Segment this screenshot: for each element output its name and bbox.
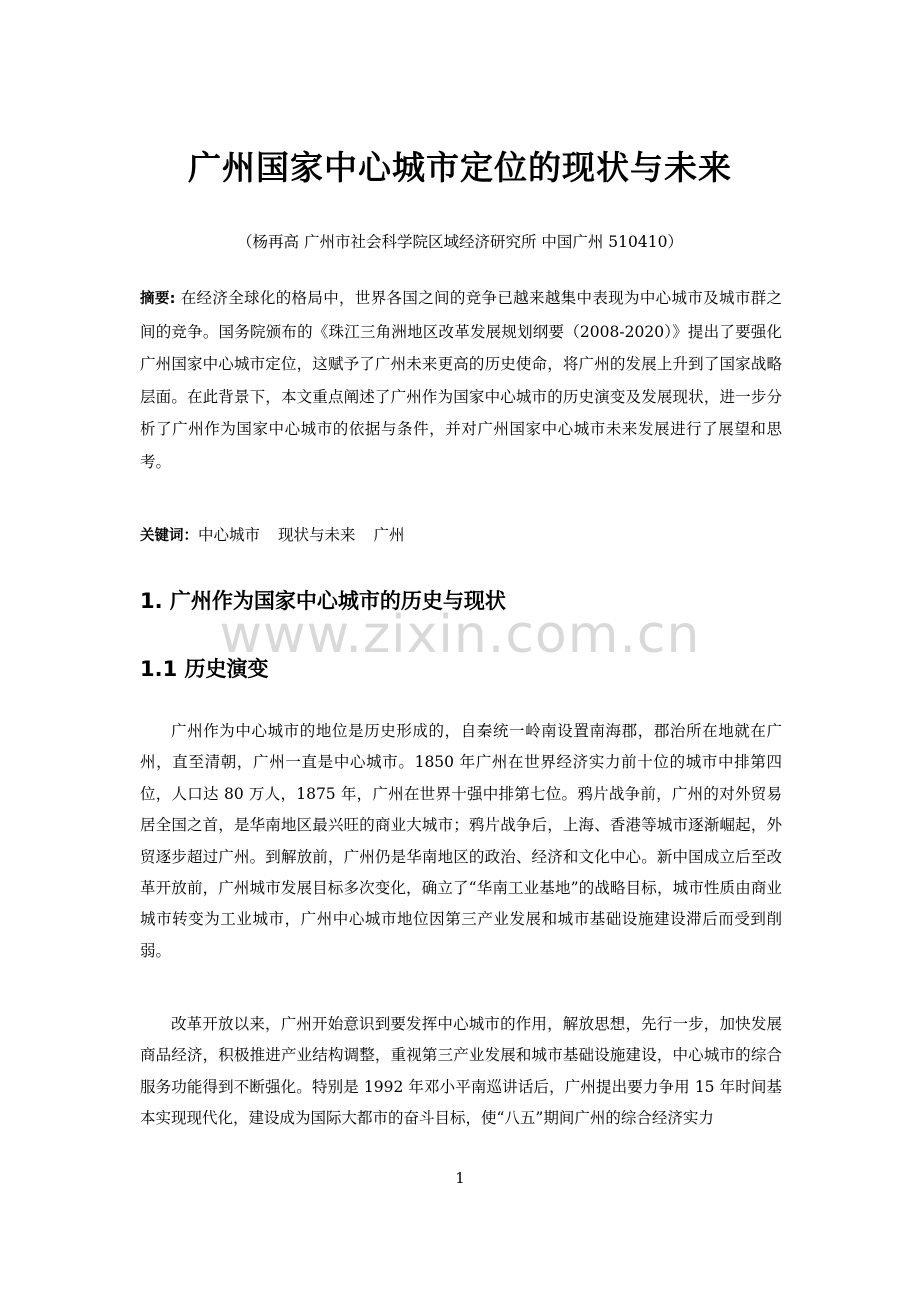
keyword-item: 现状与未来 bbox=[278, 526, 356, 544]
abstract-label: 摘要: bbox=[140, 291, 176, 307]
abstract-text: 在经济全球化的格局中，世界各国之间的竞争已越来越集中表现为中心城市及城市群之间的竞争。国务院颁布的《珠江三角洲地区改革发展规划纲要（2008-2020）》提出了要强化广州国家中心城市定位，这赋予了广州未来更高的历史使命，将广州的发展上升到了国家战略层面。在此背景下，本文重点阐述了广州作为国家中心城市的历史演变及发展现状，进一步分析了广州作为国家中心城市的依据与条件，并对广州国家中心城市未来发展进行了展望和思考。 bbox=[140, 289, 782, 471]
keyword-item: 中心城市 bbox=[198, 526, 261, 544]
keywords bbox=[140, 522, 782, 549]
watermark: www.zixin.com.cn bbox=[219, 605, 701, 665]
page-number: 1 bbox=[455, 1169, 465, 1187]
body-paragraph: 改革开放以来，广州开始意识到要发挥中心城市的作用，解放思想，先行一步，加快发展商品经济，积极推进产业结构调整，重视第三产业发展和城市基础设施建设，中心城市的综合服务功能得到不断强化。特别是 1992 年邓小平南巡讲话后，广州提出要力争用 15 年时间基本实现现代化，建设成为国际大都市的奋斗目标，使“八五”期间广州的综合经济实力 bbox=[140, 1015, 782, 1128]
keywords-label: 关键词： bbox=[140, 528, 198, 544]
abstract bbox=[140, 282, 782, 478]
document-title: 广州国家中心城市定位的现状与未来 bbox=[188, 148, 732, 187]
body-paragraph: 广州作为中心城市的地位是历史形成的，自秦统一岭南设置南海郡，郡治所在地就在广州，直至清朝，广州一直是中心城市。1850 年广州在世界经济实力前十位的城市中排第四位，人口达 80 万人，1875 年，广州在世界十强中排第七位。鸦片战争前，广州的对外贸易居全国之首，是华南地区最兴旺的商业大城市；鸦片战争后，上海、香港等城市逐渐崛起，外贸逐步超过广州。到解放前，广州仍是华南地区的政治、经济和文化中心。新中国成立后至改革开放前，广州城市发展目标多次变化，确立了“华南工业基地”的战略目标，城市性质由商业城市转变为工业城市，广州中心城市地位因第三产业发展和城市基础设施建设滞后而受到削弱。 bbox=[140, 722, 782, 960]
author-line: （杨再高 广州市社会科学院区域经济研究所 中国广州 510410） bbox=[237, 233, 683, 251]
section-heading-1: 1. 广州作为国家中心城市的历史与现状 bbox=[140, 589, 506, 613]
keyword-item: 广州 bbox=[373, 526, 405, 544]
section-heading-1-1: 1.1 历史演变 bbox=[140, 657, 269, 681]
